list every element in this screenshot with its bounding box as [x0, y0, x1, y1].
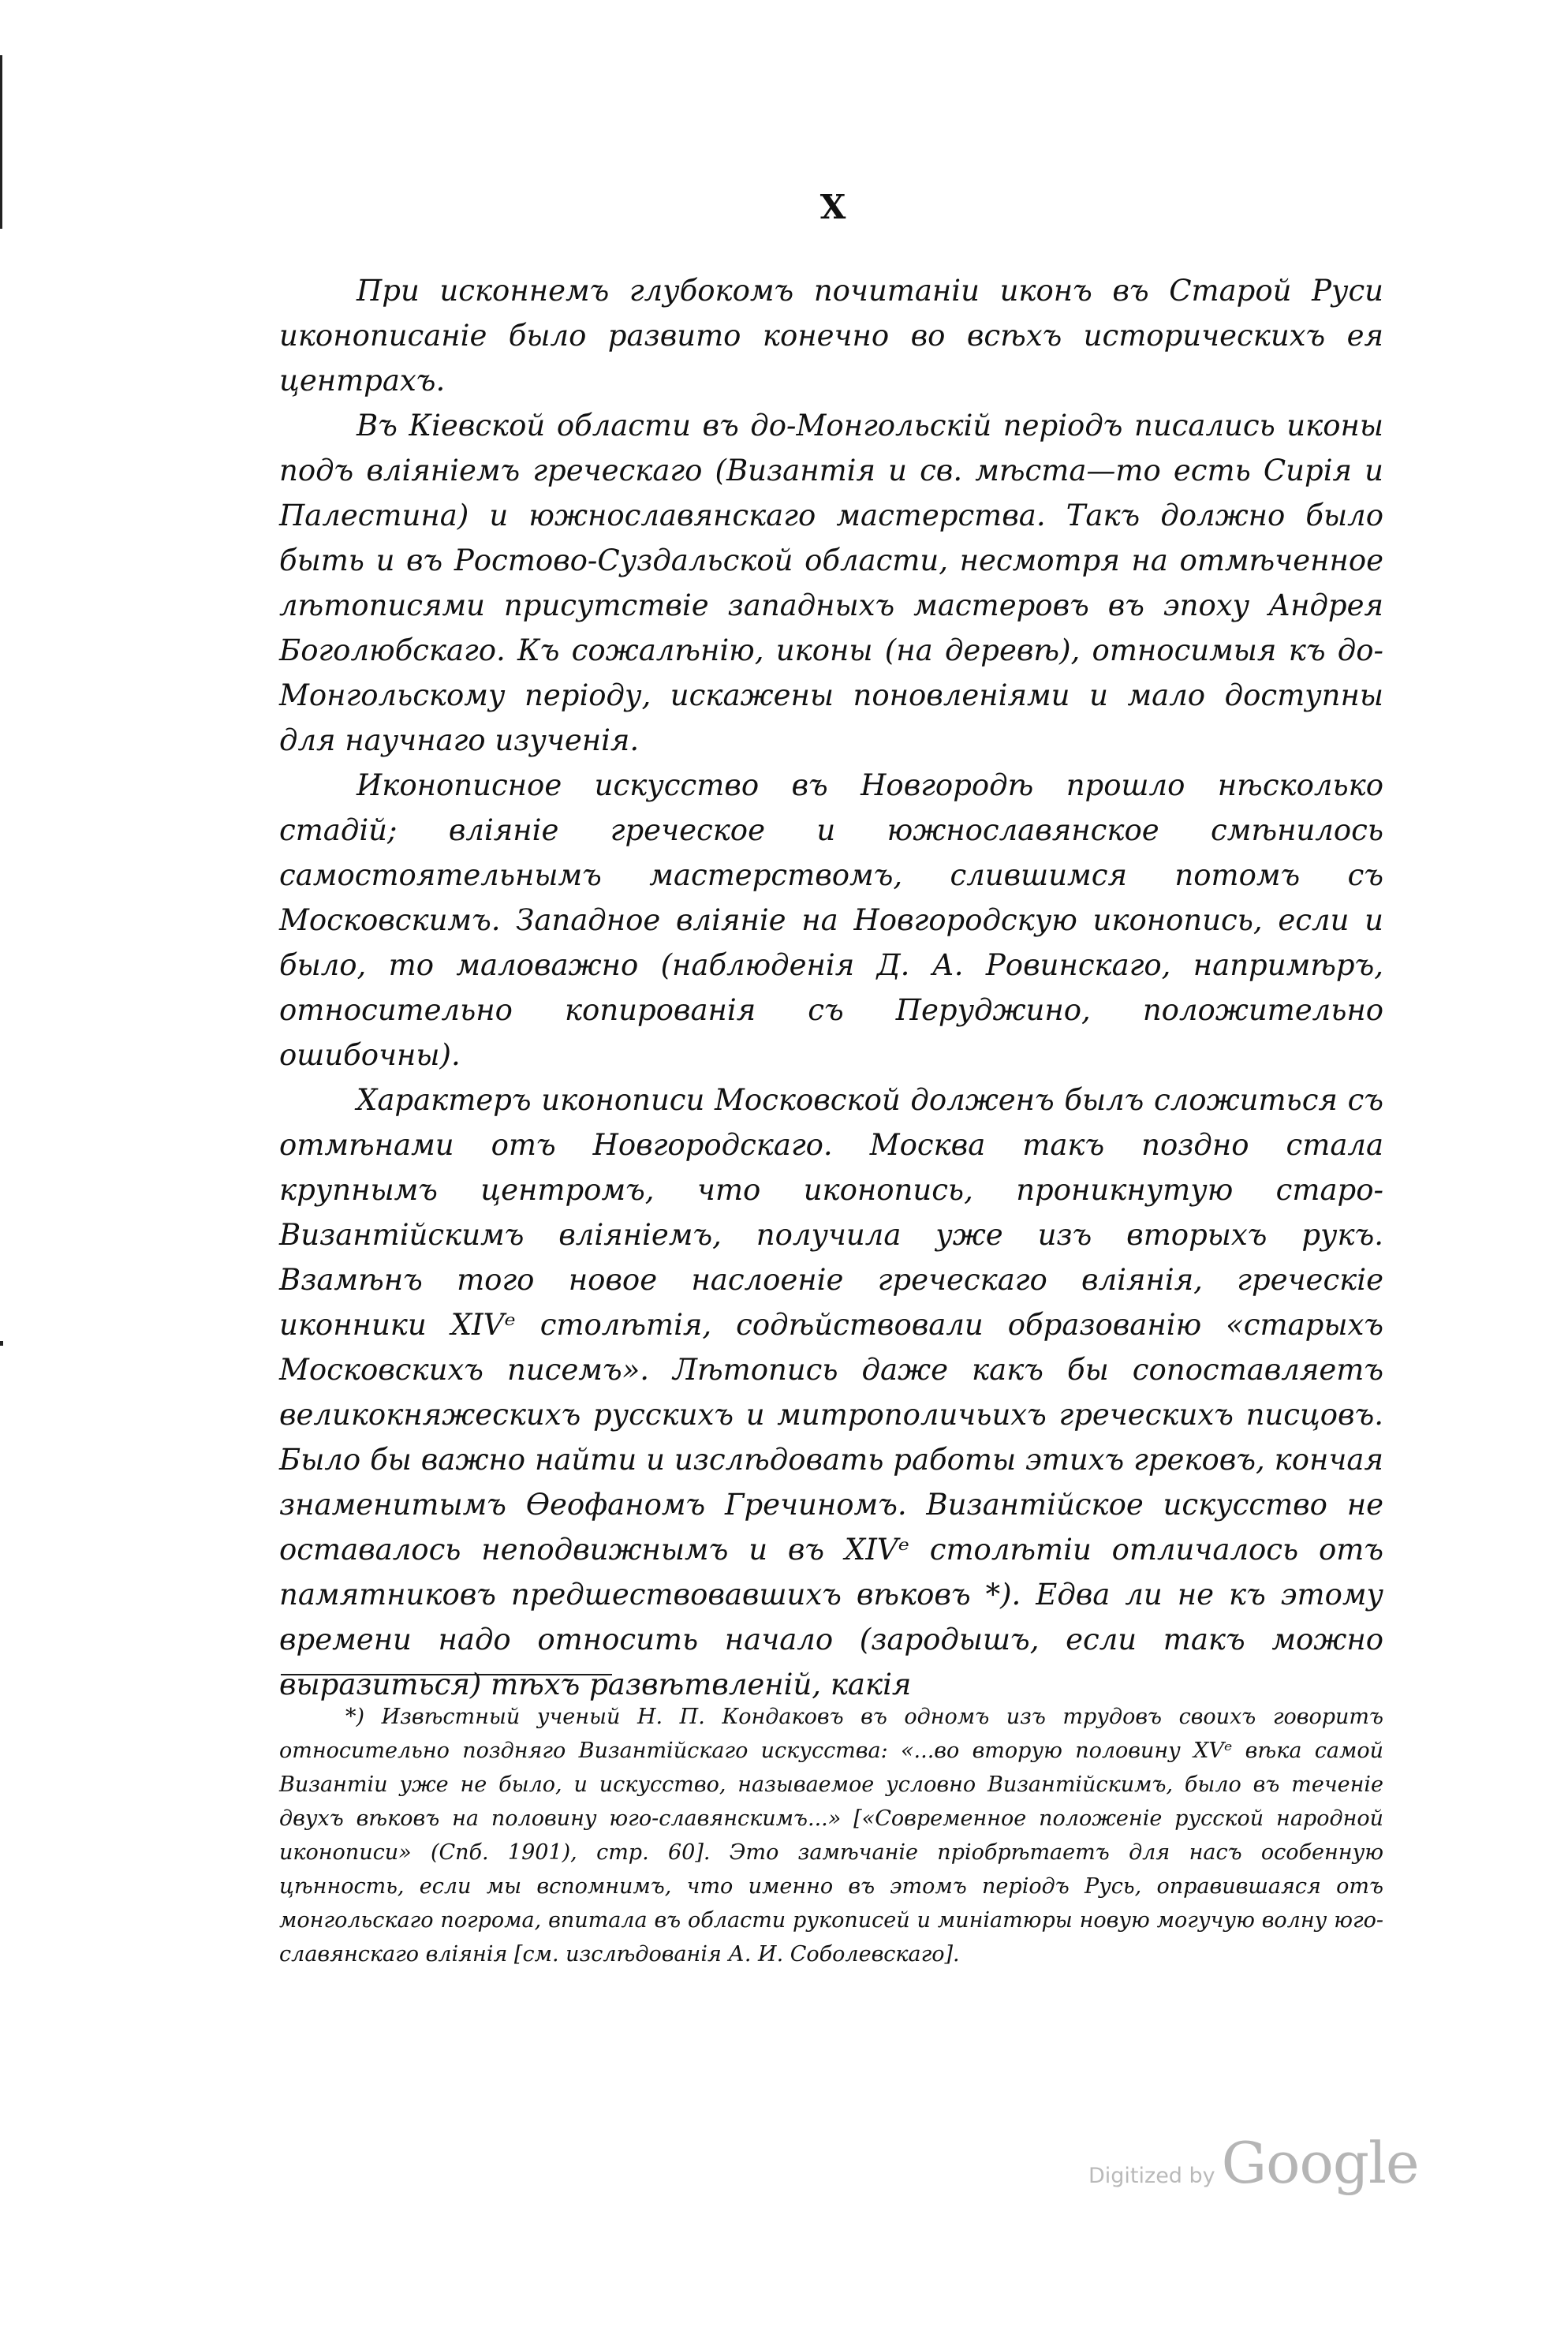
watermark-logo: Google: [1221, 2130, 1419, 2196]
footnote: *) Извѣстный ученый Н. П. Кондаковъ въ одномъ изъ трудовъ своихъ говоритъ относительно поздняго Византійскаго искусства: «...во вторую половину XVᵉ вѣка самой Византіи уже не было, и искусство, называемое условно Византійскимъ, было въ теченіе двухъ вѣковъ на половину юго-славянскимъ...» [«Современное положеніе русской народной иконописи» (Спб. 1901), стр. 60]. Это замѣчаніе пріобрѣтаетъ для насъ особенную цѣнность, если мы вспомнимъ, что именно въ этомъ періодъ Русь, оправившаяся отъ монгольскаго погрома, впитала въ области рукописей и миніатюры новую могучую волну юго-славянскаго вліянія [см. изслѣдованія А. И. Соболевскаго].: [279, 1705, 1383, 1967]
digitized-watermark: [1088, 2130, 1419, 2196]
paragraph: Иконописное искусство въ Новгородѣ прошло нѣсколько стадій; вліяніе греческое и южнославянское смѣнилось самостоятельнымъ мастерствомъ, слившимся потомъ съ Московскимъ. Западное вліяніе на Новгородскую иконопись, если и было, то маловажно (наблюденія Д. А. Ровинскаго, напримѣръ, относительно копированія съ Перуджино, положительно ошибочны).: [279, 768, 1383, 1072]
scan-edge-mark: [0, 1341, 3, 1346]
watermark-prefix: Digitized by: [1088, 2164, 1215, 2188]
page-number: X: [819, 188, 846, 226]
footnote-separator: [281, 1674, 612, 1675]
paragraph: Характеръ иконописи Московской долженъ былъ сложиться съ отмѣнами отъ Новгородскаго. Москва такъ поздно стала крупнымъ центромъ, что иконопись, проникнутую старо-Византійскимъ вліяніемъ, получила уже изъ вторыхъ рукъ. Взамѣнъ того новое наслоеніе греческаго вліянія, греческіе иконники XIVᵉ столѣтія, содѣйствовали образованію «старыхъ Московскихъ писемъ». Лѣтопись даже какъ бы сопоставляетъ великокняжескихъ русскихъ и митрополичьихъ греческихъ писцовъ. Было бы важно найти и изслѣдовать работы этихъ грековъ, кончая знаменитымъ Ѳеофаномъ Гречиномъ. Византійское искусство не оставалось неподвижнымъ и въ XIVᵉ столѣтіи отличалось отъ памятниковъ предшествовавшихъ вѣковъ *). Едва ли не къ этому времени надо относить начало (зародышъ, если такъ можно выразиться) тѣхъ развѣтвленій, какія: [279, 1083, 1383, 1701]
paragraph: Въ Кіевской области въ до-Монгольскій періодъ писались иконы подъ вліяніемъ греческаго (Византія и св. мѣста—то есть Сирія и Палестина) и южнославянскаго мастерства. Такъ должно было быть и въ Ростово-Суздальской области, несмотря на отмѣченное лѣтописями присутствіе западныхъ мастеровъ въ эпоху Андрея Боголюбскаго. Къ сожалѣнію, иконы (на деревѣ), относимыя къ до-Монгольскому періоду, искажены поновленіями и мало доступны для научнаго изученія.: [279, 409, 1383, 757]
paragraph: При исконнемъ глубокомъ почитаніи иконъ въ Старой Руси иконописаніе было развито конечно во всѣхъ историческихъ ея центрахъ.: [279, 274, 1383, 398]
main-text: [279, 268, 1383, 1707]
